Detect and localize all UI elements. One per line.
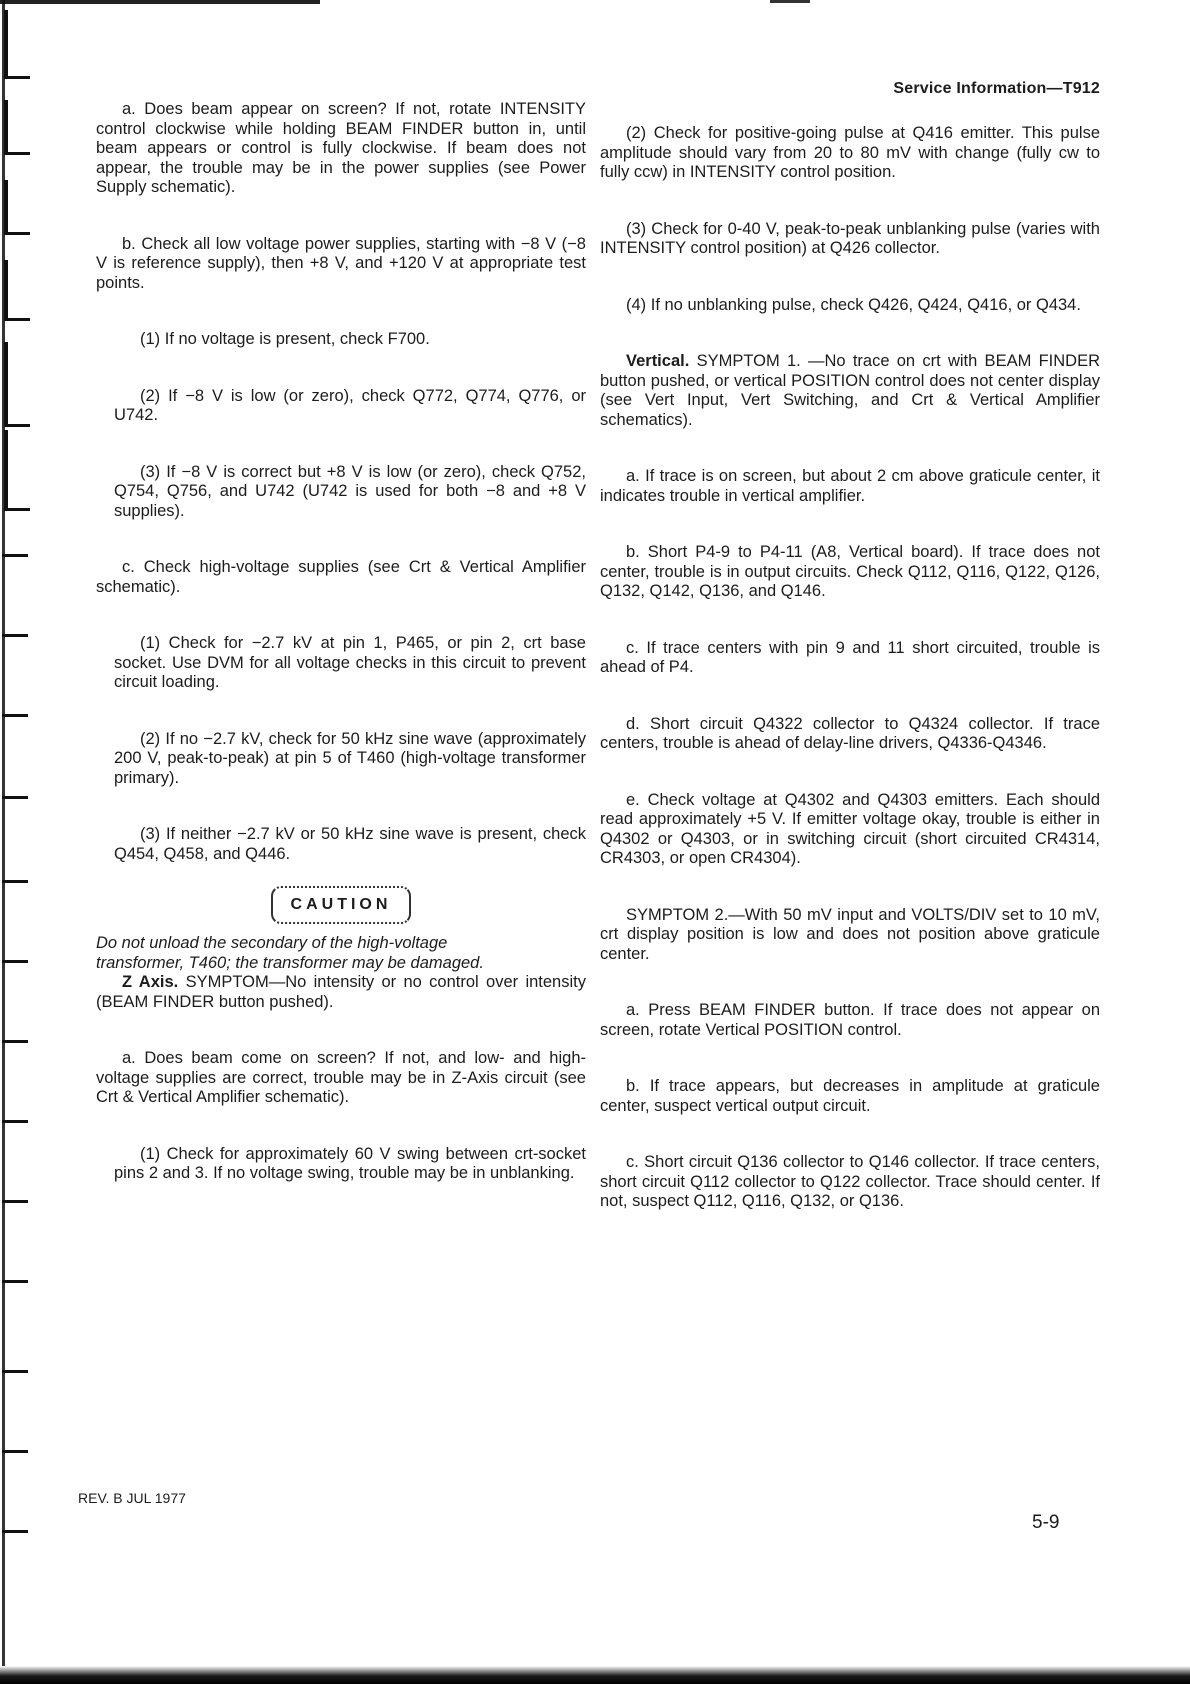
binder-tick [2,714,28,717]
binder-tab [4,10,30,79]
paragraph-c3: (3) If neither −2.7 kV or 50 kHz sine wave is present, check Q454, Q458, and Q446. [114,825,586,863]
binder-tick [2,1370,28,1373]
symptom-2-paragraph-b: b. If trace appears, but decreases in amplitude at graticule center, suspect vertical output circuit. [600,1077,1100,1115]
binder-tick [2,554,28,557]
symptom-2-paragraph-a: a. Press BEAM FINDER button. If trace does not appear on screen, rotate Vertical POSITION control. [600,1001,1100,1039]
left-column [96,100,586,1184]
binder-tick [2,1530,28,1533]
vertical-text: SYMPTOM 1. —No trace on crt with BEAM FINDER button pushed, or vertical POSITION control does not center display (see Vert Input, Vert Switching, and Crt & Vertical Amplifier schematics). [600,352,1100,429]
binder-tick [2,634,28,637]
z-paragraph-a: a. Does beam come on screen? If not, and low- and high-voltage supplies are correct, trouble may be in Z-Axis circuit (see Crt & Vertical Amplifier schematic). [96,1049,586,1106]
vertical-paragraph-d: d. Short circuit Q4322 collector to Q4324 collector. If trace centers, trouble is ahead of delay-line drivers, Q4336-Q4346. [600,714,1100,752]
binder-tick [2,1200,28,1203]
symptom-2-paragraph-c: c. Short circuit Q136 collector to Q146 collector. If trace centers, short circuit Q112 collector to Q122 collector. Trace should center. If not, suspect Q112, Q116, Q132, or Q136. [600,1153,1100,1210]
paragraph-b: b. Check all low voltage power supplies, starting with −8 V (−8 V is reference supply), then +8 V, and +120 V at appropriate test points. [96,234,586,292]
binder-edge [0,0,60,1684]
binder-tick [2,880,28,883]
caution-box [96,886,586,924]
paragraph-a2: (2) Check for positive-going pulse at Q416 emitter. This pulse amplitude should vary from 20 to 80 mV with change (fully cw to fully ccw) in INTENSITY control position. [600,124,1100,181]
vertical-symptom-1 [600,352,1100,430]
paragraph-c: c. Check high-voltage supplies (see Crt & Vertical Amplifier schematic). [96,558,586,596]
binder-tick [2,1450,28,1453]
page-number: 5-9 [1032,1512,1060,1533]
binder-tab [4,342,30,427]
binder-tab [4,260,30,321]
binder-tab [4,430,30,511]
caution-text: Do not unload the secondary of the high-voltage transformer, T460; the transformer may be damaged. [96,934,484,972]
binder-tick [2,796,28,799]
paragraph-a: a. Does beam appear on screen? If not, rotate INTENSITY control clockwise while holding BEAM FINDER button in, until beam appears or control is fully clockwise. If beam does not appear, the trouble may be in the power supplies (see Power Supply schematic). [96,100,586,196]
binder-tick [2,960,28,963]
vertical-heading: Vertical. [626,352,690,370]
vertical-paragraph-c: c. If trace centers with pin 9 and 11 short circuited, trouble is ahead of P4. [600,638,1100,676]
vertical-paragraph-e: e. Check voltage at Q4302 and Q4303 emitters. Each should read approximately +5 V. If emitter voltage okay, trouble is either in Q4302 or Q4303, or in switching circuit (short circuited CR4314, CR4303, or open CR4304). [600,790,1100,867]
caution-label: CAUTION [271,886,412,924]
binder-tab [4,180,30,235]
paragraph-b2: (2) If −8 V is low (or zero), check Q772, Q774, Q776, or U742. [114,386,586,424]
binder-spine-line [2,0,5,1684]
right-column [600,124,1100,1212]
vertical-paragraph-a: a. If trace is on screen, but about 2 cm above graticule center, it indicates trouble in vertical amplifier. [600,467,1100,505]
running-header: Service Information—T912 [893,80,1100,97]
z-paragraph-a1: (1) Check for approximately 60 V swing between crt-socket pins 2 and 3. If no voltage swing, trouble may be in unblanking. [114,1144,586,1182]
paragraph-a4: (4) If no unblanking pulse, check Q426, Q424, Q416, or Q434. [626,295,1081,314]
scan-edge-top-mark [770,0,810,3]
paragraph-b1: (1) If no voltage is present, check F700. [140,330,430,348]
paragraph-a3: (3) Check for 0-40 V, peak-to-peak unblanking pulse (varies with INTENSITY control position) at Q426 collector. [600,219,1100,257]
z-axis-text: SYMPTOM—No intensity or no control over intensity (BEAM FINDER button pushed). [96,973,586,1011]
binder-tick [2,1040,28,1043]
binder-tick [2,1280,28,1283]
paragraph-c2: (2) If no −2.7 kV, check for 50 kHz sine wave (approximately 200 V, peak-to-peak) at pin 5 of T460 (high-voltage transformer primary). [114,729,586,787]
vertical-paragraph-b: b. Short P4-9 to P4-11 (A8, Vertical board). If trace does not center, trouble is in output circuits. Check Q112, Q116, Q122, Q126, Q132, Q142, Q136, and Q146. [600,543,1100,600]
paragraph-b3: (3) If −8 V is correct but +8 V is low (or zero), check Q752, Q754, Q756, and U742 (U742 is used for both −8 and +8 V supplies). [114,462,586,520]
binder-tab [4,100,30,155]
scan-edge-bottom [0,1666,1190,1684]
z-axis-symptom [96,973,586,1012]
paragraph-c1: (1) Check for −2.7 kV at pin 1, P465, or pin 2, crt base socket. Use DVM for all voltage checks in this circuit to prevent circuit loading. [114,634,586,691]
z-axis-heading: Z Axis. [122,973,179,991]
revision-date: REV. B JUL 1977 [78,1490,186,1506]
binder-tick [2,1120,28,1123]
symptom-2: SYMPTOM 2.—With 50 mV input and VOLTS/DIV set to 10 mV, crt display position is low and does not position above graticule center. [600,905,1100,963]
